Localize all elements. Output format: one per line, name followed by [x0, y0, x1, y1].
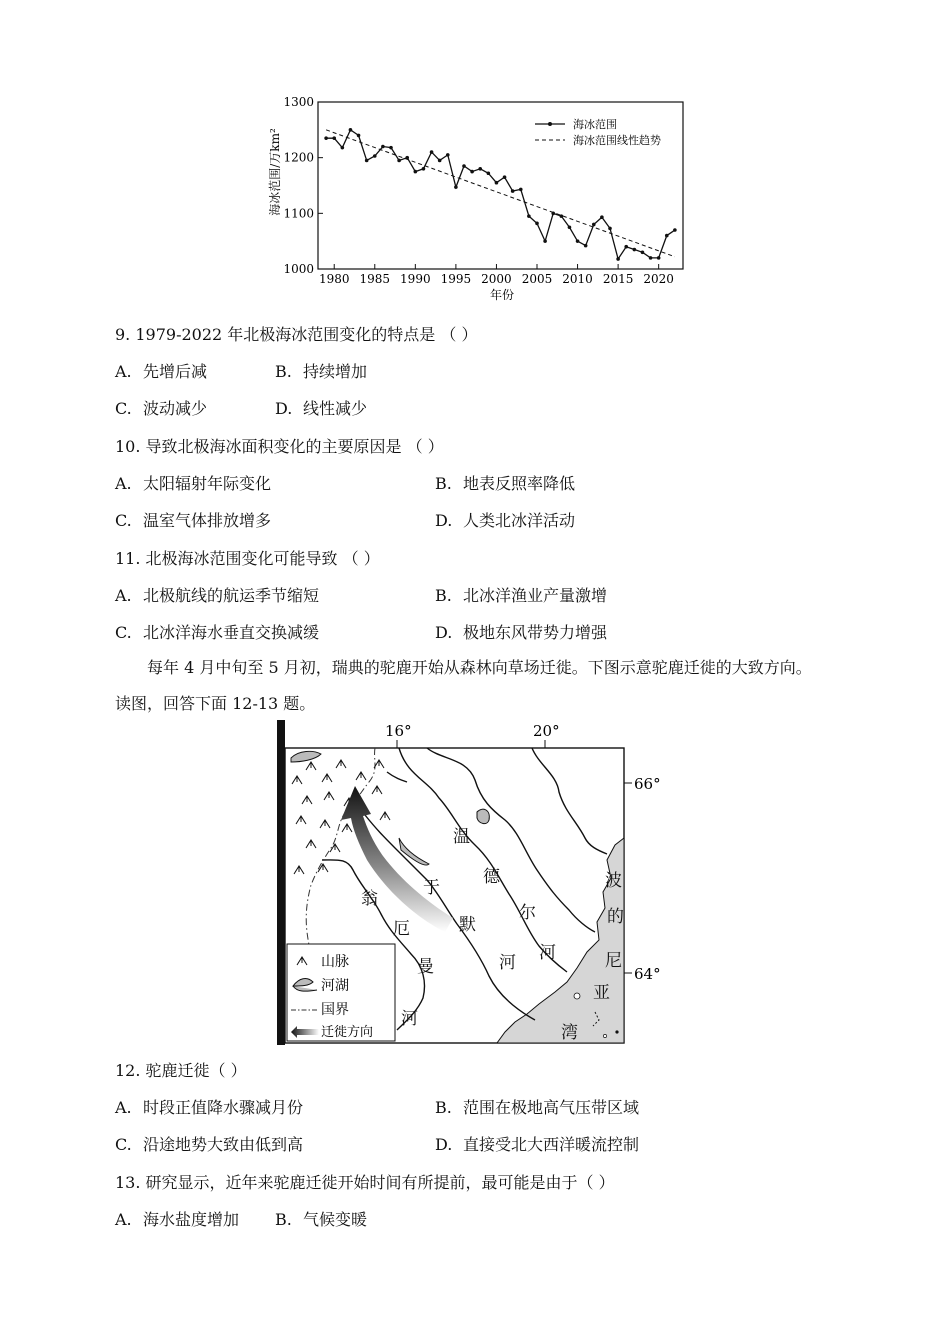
x-tick-label: 2010 — [562, 272, 593, 286]
data-point — [633, 248, 637, 252]
x-tick-label: 2000 — [481, 272, 512, 286]
q10-option-a[interactable] — [115, 471, 271, 494]
question-10: 10. 导致北极海冰面积变化的主要原因是 （ ） — [115, 437, 444, 456]
data-point — [600, 215, 604, 219]
data-point — [462, 164, 466, 168]
label-wan: 湾 — [561, 1023, 578, 1043]
option-key: D. — [275, 399, 293, 418]
x-tick-label: 1995 — [440, 272, 472, 286]
data-point — [365, 159, 369, 163]
y-tick-label: 1200 — [283, 150, 314, 165]
data-point — [454, 185, 458, 189]
q12-option-a[interactable] — [115, 1095, 303, 1118]
data-point — [373, 154, 377, 158]
data-point — [624, 245, 628, 249]
data-point — [332, 136, 336, 140]
data-point — [519, 188, 523, 192]
island — [574, 993, 580, 999]
x-tick-label: 2020 — [643, 272, 674, 286]
intro-line-1: 每年 4 月中旬至 5 月初，瑞典的驼鹿开始从森林向草场迁徙。下图示意驼鹿迁徙的大致方向。 — [147, 658, 812, 677]
option-text: 海水盐度增加 — [143, 1210, 240, 1229]
data-point — [349, 128, 353, 132]
option-key: A. — [115, 1210, 132, 1229]
label-de: 德 — [483, 867, 500, 887]
data-point — [357, 134, 361, 138]
data-point — [503, 175, 507, 179]
map-left-border — [277, 720, 285, 1045]
option-text: 时段正值降水骤减月份 — [143, 1098, 304, 1117]
q11-option-b[interactable] — [435, 583, 607, 606]
q13-option-b[interactable] — [275, 1207, 367, 1230]
option-key: D. — [435, 623, 453, 642]
option-key: D. — [435, 511, 453, 530]
data-point — [657, 256, 661, 260]
data-point — [527, 214, 531, 218]
legend-trend: 海冰范围线性趋势 — [573, 134, 661, 147]
option-text: 极地东风带势力增强 — [463, 623, 608, 642]
moose-migration-map — [277, 720, 677, 1045]
option-key: C. — [115, 511, 132, 530]
question-12: 12. 驼鹿迁徙（ ） — [115, 1061, 247, 1080]
data-point — [649, 256, 653, 260]
data-point — [584, 244, 588, 248]
data-point — [341, 146, 345, 150]
label-man: 曼 — [417, 957, 434, 977]
option-key: B. — [435, 474, 452, 493]
data-point — [616, 257, 620, 261]
option-key: A. — [115, 586, 132, 605]
label-er: 尔 — [519, 903, 536, 923]
legend-mountain-label: 山脉 — [321, 954, 349, 970]
x-tick-label: 1980 — [318, 272, 350, 286]
q12-option-b[interactable] — [435, 1095, 639, 1118]
q10-option-b[interactable] — [435, 471, 575, 494]
chart-frame — [318, 102, 683, 269]
q12-option-c[interactable] — [115, 1132, 303, 1155]
data-point — [381, 145, 385, 149]
option-text: 北冰洋海水垂直交换减缓 — [143, 623, 320, 642]
x-tick-label: 1990 — [400, 272, 431, 286]
data-point — [608, 227, 612, 231]
option-key: A. — [115, 1098, 132, 1117]
sea-ice-chart — [265, 90, 695, 305]
data-point — [673, 228, 677, 232]
legend-ice-extent: 海冰范围 — [573, 118, 617, 131]
option-text: 持续增加 — [303, 362, 368, 381]
data-point — [535, 222, 539, 226]
label-yu: 于 — [423, 878, 440, 898]
legend-migration-label: 迁徙方向 — [321, 1025, 374, 1040]
x-tick-label: 1985 — [359, 272, 391, 286]
label-he-3: 河 — [401, 1009, 418, 1029]
data-point — [438, 159, 442, 163]
option-text: 波动减少 — [143, 399, 208, 418]
lat-66-label: 66° — [634, 775, 661, 793]
label-ya: 亚 — [593, 983, 610, 1003]
data-point — [641, 251, 645, 255]
option-key: C. — [115, 399, 132, 418]
data-point — [446, 153, 450, 157]
option-text: 地表反照率降低 — [463, 474, 576, 493]
option-key: C. — [115, 623, 132, 642]
y-tick-label: 1000 — [283, 262, 314, 276]
label-bo: 波 — [605, 871, 622, 891]
q9-option-c[interactable] — [115, 396, 207, 419]
data-point — [470, 170, 474, 174]
x-tick-label: 2005 — [521, 272, 553, 286]
label-wen: 温 — [453, 827, 470, 847]
option-key: B. — [435, 1098, 452, 1117]
intro-line-2: 读图，回答下面 12-13 题。 — [115, 694, 316, 713]
island — [603, 1034, 606, 1037]
data-point — [511, 189, 515, 193]
option-text: 气候变暖 — [303, 1210, 368, 1229]
option-text: 北极航线的航运季节缩短 — [143, 586, 320, 605]
option-text: 范围在极地高气压带区域 — [463, 1098, 640, 1117]
q13-option-a[interactable] — [115, 1207, 239, 1230]
option-key: B. — [275, 1210, 292, 1229]
question-11: 11. 北极海冰范围变化可能导致 （ ） — [115, 549, 380, 568]
option-key: A. — [115, 362, 132, 381]
option-text: 直接受北大西洋暖流控制 — [463, 1135, 640, 1154]
option-key: A. — [115, 474, 132, 493]
y-tick-label: 1300 — [283, 95, 314, 109]
q9-option-a[interactable] — [115, 359, 207, 382]
legend-border-label: 国界 — [321, 1002, 349, 1018]
chart-series — [324, 128, 676, 261]
data-point — [478, 167, 482, 171]
data-point — [389, 146, 393, 150]
option-text: 人类北冰洋活动 — [463, 511, 576, 530]
q10-option-d[interactable] — [435, 508, 575, 531]
option-text: 北冰洋渔业产量激增 — [463, 586, 608, 605]
data-point — [495, 181, 499, 185]
label-mo: 默 — [459, 915, 476, 935]
data-point — [430, 150, 434, 154]
chart-legend — [535, 117, 661, 147]
x-tick-label: 2015 — [602, 272, 634, 286]
q12-option-d[interactable] — [435, 1132, 639, 1155]
lake — [477, 809, 489, 823]
data-point — [487, 171, 491, 175]
option-key: B. — [275, 362, 292, 381]
label-weng: 翁 — [361, 889, 378, 909]
lon-16-label: 16° — [385, 722, 412, 740]
data-point — [414, 170, 418, 174]
option-text: 太阳辐射年际变化 — [143, 474, 272, 493]
label-he-2: 河 — [499, 953, 516, 973]
label-e: 厄 — [393, 919, 410, 939]
lon-20-label: 20° — [533, 722, 560, 740]
label-ni: 尼 — [605, 951, 622, 971]
option-text: 先增后减 — [143, 362, 208, 381]
y-axis-label: 海冰范围/万km² — [268, 128, 282, 216]
series-ice-extent-line — [326, 130, 675, 259]
data-point — [568, 225, 572, 229]
lat-64-label: 64° — [634, 965, 661, 983]
q11-option-d[interactable] — [435, 620, 607, 643]
y-tick-label: 1100 — [283, 206, 314, 221]
question-9: 9. 1979-2022 年北极海冰范围变化的特点是 （ ） — [115, 325, 478, 344]
option-text: 温室气体排放增多 — [143, 511, 272, 530]
q9-option-d[interactable] — [275, 396, 367, 419]
data-point — [543, 239, 547, 243]
option-key: D. — [435, 1135, 453, 1154]
series-trend-line — [326, 130, 675, 257]
option-text: 沿途地势大致由低到高 — [143, 1135, 304, 1154]
q9-option-b[interactable] — [275, 359, 367, 382]
option-key: B. — [435, 586, 452, 605]
data-point — [422, 167, 426, 171]
label-de-2: 的 — [607, 907, 624, 927]
label-he-1: 河 — [539, 943, 556, 963]
q11-option-c[interactable] — [115, 620, 319, 643]
option-key: C. — [115, 1135, 132, 1154]
legend-river-lake-label: 河湖 — [321, 978, 349, 994]
option-text: 线性减少 — [303, 399, 368, 418]
intro-paragraph — [115, 650, 835, 722]
x-axis-label: 年份 — [489, 288, 515, 302]
map-legend — [287, 944, 395, 1041]
data-point — [397, 159, 401, 163]
plot-area — [318, 102, 683, 269]
data-point — [324, 136, 328, 140]
data-point — [576, 239, 580, 243]
question-13: 13. 研究显示，近年来驼鹿迁徙开始时间有所提前，最可能是由于（ ） — [115, 1173, 615, 1192]
q11-option-a[interactable] — [115, 583, 319, 606]
island — [615, 1030, 618, 1033]
data-point — [665, 234, 669, 238]
data-point — [592, 223, 596, 227]
q10-option-c[interactable] — [115, 508, 271, 531]
